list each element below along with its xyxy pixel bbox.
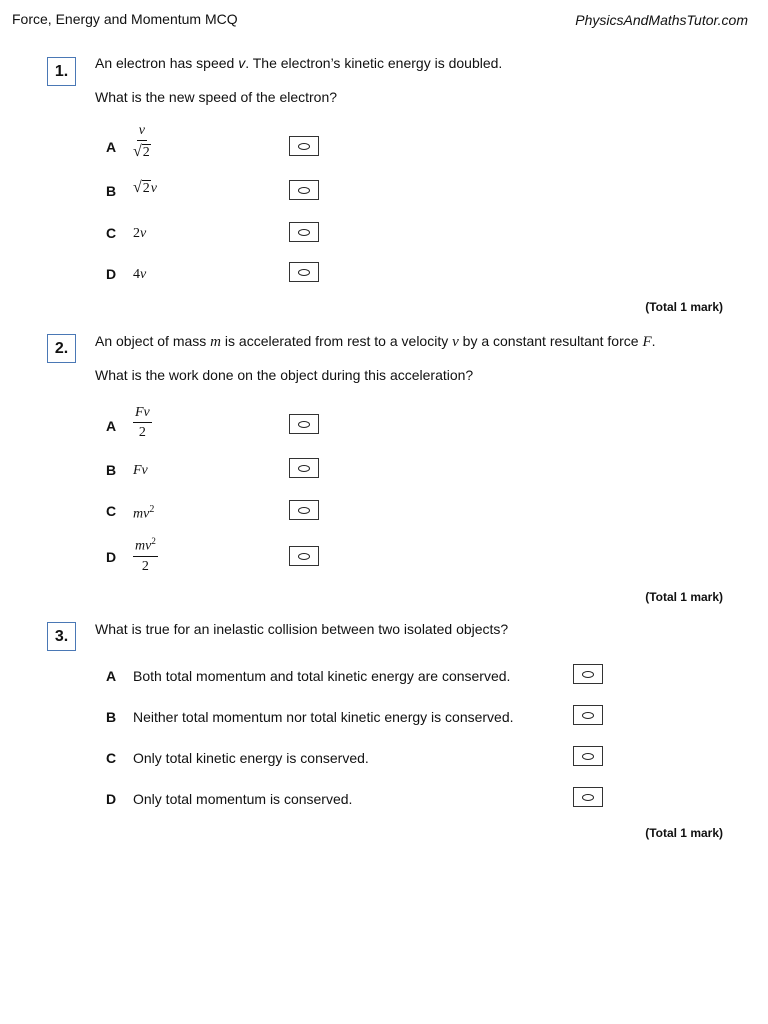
total-mark: (Total 1 mark) xyxy=(645,826,723,840)
option-letter: C xyxy=(106,225,117,241)
option-expression: √ 2 v xyxy=(133,179,157,196)
answer-box[interactable] xyxy=(289,414,319,434)
answer-oval-icon xyxy=(298,269,310,276)
question-number: 3. xyxy=(47,622,76,651)
answer-box[interactable] xyxy=(289,180,319,200)
option-text: Only total momentum is conserved. xyxy=(133,791,353,807)
answer-oval-icon xyxy=(582,794,594,801)
document-title: Force, Energy and Momentum MCQ xyxy=(12,11,238,27)
option-expression: v √ 2 xyxy=(133,123,150,160)
stem-variable: v xyxy=(238,55,246,71)
option-letter: D xyxy=(106,266,117,282)
answer-oval-icon xyxy=(582,753,594,760)
answer-box[interactable] xyxy=(289,546,319,566)
answer-box[interactable] xyxy=(289,136,319,156)
option-expression: 2v xyxy=(133,226,147,241)
answer-oval-icon xyxy=(298,553,310,560)
question-stem: An object of mass m is accelerated from rest to a velocity v by a constant resultant force F. xyxy=(95,333,656,350)
answer-box[interactable] xyxy=(573,746,603,766)
answer-oval-icon xyxy=(582,671,594,678)
question-prompt: What is the new speed of the electron? xyxy=(95,89,338,105)
option-expression: $\frac{Fv}{2}$ xyxy=(135,405,150,440)
answer-oval-icon xyxy=(298,465,310,472)
total-mark: (Total 1 mark) xyxy=(645,590,723,604)
option-expression: Fv xyxy=(133,463,148,478)
question-stem: An electron has speed v. The electron’s kinetic energy is doubled. xyxy=(95,55,503,71)
answer-oval-icon xyxy=(298,421,310,428)
answer-oval-icon xyxy=(298,187,310,194)
option-letter: B xyxy=(106,183,117,199)
answer-box[interactable] xyxy=(573,787,603,807)
option-letter: A xyxy=(106,418,117,434)
option-expression: $mv^2$ xyxy=(133,504,155,522)
answer-box[interactable] xyxy=(289,458,319,478)
question-prompt: What is the work done on the object during this acceleration? xyxy=(95,367,474,383)
option-letter: D xyxy=(106,549,117,565)
brand-name: PhysicsAndMathsTutor.com xyxy=(575,12,748,28)
answer-box[interactable] xyxy=(289,262,319,282)
option-letter: C xyxy=(106,750,117,766)
option-letter: A xyxy=(106,668,117,684)
option-expression: 4v xyxy=(133,267,147,282)
option-text: Both total momentum and total kinetic energy are conserved. xyxy=(133,668,511,684)
question-number: 1. xyxy=(47,57,76,86)
answer-oval-icon xyxy=(582,712,594,719)
option-letter: A xyxy=(106,139,117,155)
question-stem: What is true for an inelastic collision between two isolated objects? xyxy=(95,621,509,637)
option-letter: D xyxy=(106,791,117,807)
answer-box[interactable] xyxy=(289,500,319,520)
option-letter: B xyxy=(106,462,117,478)
option-letter: C xyxy=(106,503,117,519)
option-expression: $\frac{mv^2}{2}$ xyxy=(135,536,156,574)
answer-oval-icon xyxy=(298,507,310,514)
answer-box[interactable] xyxy=(573,705,603,725)
option-text: Only total kinetic energy is conserved. xyxy=(133,750,369,766)
question-number: 2. xyxy=(47,334,76,363)
option-letter: B xyxy=(106,709,117,725)
answer-box[interactable] xyxy=(289,222,319,242)
answer-oval-icon xyxy=(298,229,310,236)
answer-box[interactable] xyxy=(573,664,603,684)
total-mark: (Total 1 mark) xyxy=(645,300,723,314)
option-text: Neither total momentum nor total kinetic energy is conserved. xyxy=(133,709,514,725)
answer-oval-icon xyxy=(298,143,310,150)
